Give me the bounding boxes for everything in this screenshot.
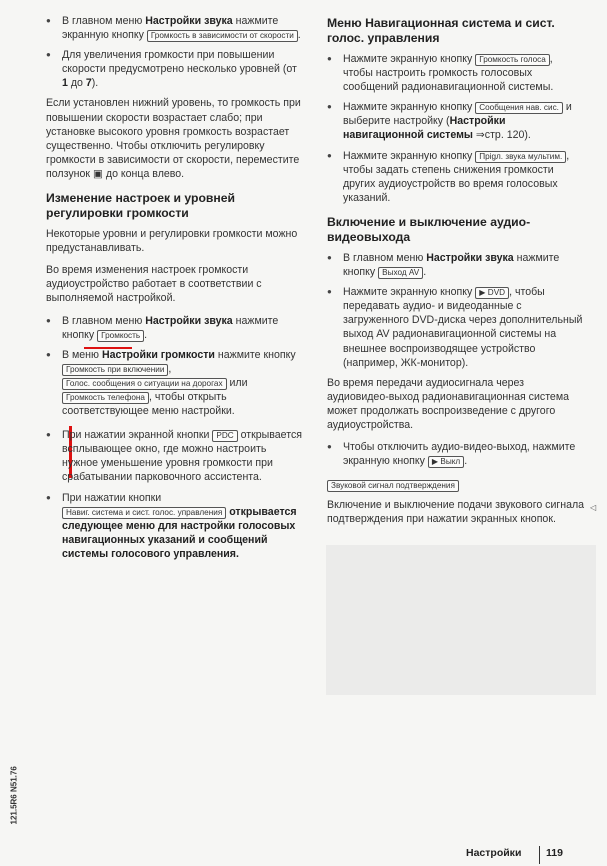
list-item: ● Нажмите экранную кнопку Сообщения нав. сис. и выберите настройку (Настройки навигационной системы ⇒стр. 120). [327, 100, 585, 142]
dvd-button[interactable]: ▶ DVD [475, 287, 509, 299]
scan-shade [326, 545, 596, 695]
right-column [327, 14, 585, 535]
nav-messages-button[interactable]: Сообщения нав. сис. [475, 102, 563, 114]
list-item: ● Для увеличения громкости при повышении скорости предусмотрено несколько уровней (от 1 до 7). [46, 48, 304, 90]
list-item: ● Нажмите экранную кнопку ▶ DVD , чтобы передавать аудио- и видеоданные с загруженного DVD-диска через дополнительный выход AV радионавигационной системы на внешнее воспроизводящее устройство (например, ЖК-монитор). [327, 285, 585, 370]
list-item: ● В главном меню Настройки звука нажмите кнопку Выход AV . [327, 251, 585, 279]
paragraph: Некоторые уровни и регулировки громкости можно предустанавливать. [46, 228, 298, 255]
paragraph: Во время изменения настроек громкости аудиоустройство работает в соответствии с выполняемой настройкой. [46, 264, 262, 305]
section-heading: Включение и выключение аудио-видеовыхода [327, 214, 531, 244]
startup-volume-button[interactable]: Громкость при включении [62, 364, 168, 376]
multimedia-mute-button[interactable]: Прigл. звука мультим. [475, 151, 566, 163]
off-button[interactable]: ▶ Выкл [428, 456, 464, 468]
left-column [46, 14, 304, 567]
list-item: ● Нажмите экранную кнопку Прigл. звука мультим. , чтобы задать степень снижения громкости других аудиоустройств во время голосовых указаний. [327, 149, 585, 205]
slider-icon: ▣ [92, 167, 103, 180]
list-item: ● В главном меню Настройки звука нажмите экранную кнопку Громкость в зависимости от скорости . [46, 14, 304, 42]
list-item: ● Нажмите экранную кнопку Громкость голоса , чтобы настроить громкость голосовых сообщений радионавигационной системы. [327, 52, 585, 94]
list-item: ● Чтобы отключить аудио-видео-выход, нажмите экранную кнопку ▶ Выкл . [327, 440, 585, 468]
pdc-button[interactable]: PDC [212, 430, 237, 442]
list-item: ● При нажатии кнопки Навиг. система и сист. голос. управления открывается следующее меню для настройки голосовых навигационных указаний и сообщений системы голосового управления. [46, 491, 304, 561]
side-code: 121.5R6 N51.76 [9, 766, 19, 825]
footer-divider [539, 846, 540, 864]
list-item: ● В меню Настройки громкости нажмите кнопку Громкость при включении , Голос. сообщения о ситуации на дорогах или Громкость телефона , чтобы открыть соответствующее меню настройки. [46, 348, 304, 418]
paragraph: Если установлен нижний уровень, то громкость при повышении скорости возрастает слабо; при установке высокого уровня громкость возрастает существенно. Чтобы отключить регулировку громкости в зависимости от скорости, переместите ползунок ▣ до конца влево. [46, 97, 301, 180]
nav-voice-control-button[interactable]: Навиг. система и сист. голос. управления [62, 507, 226, 519]
page-number: 119 [546, 847, 563, 859]
list-item: ● При нажатии экранной кнопки PDC открывается всплывающее окно, где можно настроить нужное уменьшение уровня громкости при срабатывании парковочного ассистента. [46, 428, 304, 484]
paragraph: Включение и выключение подачи звукового сигнала подтверждения при нажатии экранных кнопок. [327, 499, 585, 526]
footer-section: Настройки [466, 847, 522, 859]
confirm-sound-button[interactable]: Звуковой сигнал подтверждения [327, 480, 459, 492]
section-heading: Изменение настроек и уровней регулировки громкости [46, 191, 236, 221]
continue-triangle-icon: ◁ [590, 503, 597, 512]
confirm-sound-line [327, 478, 585, 492]
traffic-messages-volume-button[interactable]: Голос. сообщения о ситуации на дорогах [62, 378, 227, 390]
volume-button[interactable]: Громкость [97, 330, 144, 342]
voice-volume-button[interactable]: Громкость голоса [475, 54, 550, 66]
list-item: ● В главном меню Настройки звука нажмите кнопку Громкость . [46, 314, 304, 342]
phone-volume-button[interactable]: Громкость телефона [62, 392, 149, 404]
paragraph: Во время передачи аудиосигнала через аудиовидео-выход радионавигационная система может продолжать воспроизведение с другого аудиоустройства. [327, 376, 569, 431]
section-heading: Меню Навигационная система и сист. голос. управления [327, 16, 555, 45]
speed-volume-button[interactable]: Громкость в зависимости от скорости [147, 30, 298, 42]
av-output-button[interactable]: Выход AV [378, 267, 423, 279]
